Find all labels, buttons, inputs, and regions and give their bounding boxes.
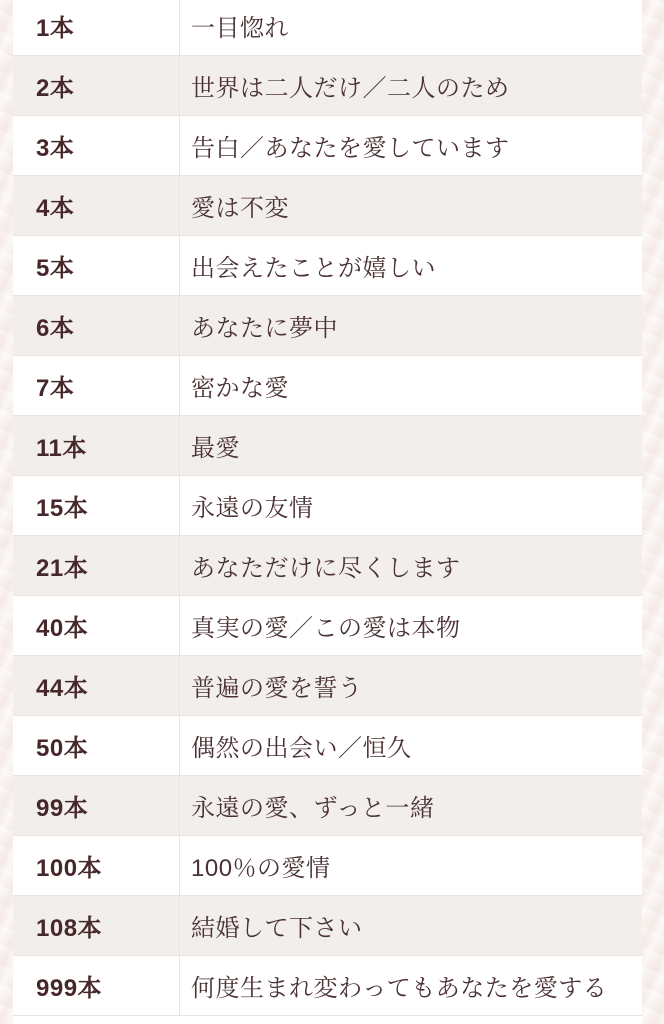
- rose-meaning-cell: あなたに夢中: [191, 315, 338, 342]
- table-row: [13, 896, 642, 956]
- table-row: [13, 536, 642, 596]
- rose-count-cell: 4本: [13, 176, 180, 235]
- rose-meaning-cell: 永遠の愛、ずっと一緒: [191, 795, 435, 822]
- rose-meaning-cell: 何度生まれ変わってもあなたを愛する: [191, 975, 608, 1002]
- rose-count-cell: 44本: [13, 656, 180, 715]
- table-row: [13, 116, 642, 176]
- rose-count-cell: 3本: [13, 116, 180, 175]
- table-row: [13, 716, 642, 776]
- rose-meaning-cell: 真実の愛／この愛は本物: [191, 615, 461, 642]
- rose-meaning-cell: 普遍の愛を誓う: [191, 675, 363, 702]
- rose-count-cell: 100本: [13, 836, 180, 895]
- rose-count-cell: 2本: [13, 56, 180, 115]
- rose-meaning-cell: 偶然の出会い／恒久: [191, 735, 412, 762]
- table-row: [13, 416, 642, 476]
- rose-count-cell: 40本: [13, 596, 180, 655]
- rose-count-cell: 999本: [13, 956, 180, 1015]
- rose-meaning-cell: 永遠の友情: [191, 495, 314, 522]
- rose-meaning-cell: 出会えたことが嬉しい: [191, 255, 436, 282]
- rose-meaning-cell: 100％の愛情: [191, 855, 331, 882]
- table-row: [13, 176, 642, 236]
- rose-count-cell: 1本: [13, 0, 180, 55]
- rose-meaning-cell: あなただけに尽くします: [191, 555, 461, 582]
- table-row: [13, 656, 642, 716]
- table-row: [13, 836, 642, 896]
- rose-count-cell: 50本: [13, 716, 180, 775]
- rose-count-cell: 7本: [13, 356, 180, 415]
- table-row: [13, 56, 642, 116]
- table-row: [13, 956, 642, 1016]
- rose-meaning-cell: 告白／あなたを愛しています: [191, 135, 510, 162]
- rose-count-meaning-table: [13, 0, 642, 1024]
- table-row: [13, 476, 642, 536]
- rose-count-cell: 108本: [13, 896, 180, 955]
- rose-meaning-cell: 結婚して下さい: [191, 915, 363, 942]
- rose-meaning-cell: 愛は不変: [191, 195, 289, 222]
- rose-meaning-cell: 密かな愛: [191, 375, 289, 402]
- rose-count-cell: 11本: [13, 416, 180, 475]
- rose-count-cell: 5本: [13, 236, 180, 295]
- table-row: [13, 236, 642, 296]
- rose-count-cell: 99本: [13, 776, 180, 835]
- table-row: [13, 356, 642, 416]
- rose-count-cell: 21本: [13, 536, 180, 595]
- table-row: [13, 596, 642, 656]
- table-row: [13, 0, 642, 56]
- rose-meaning-cell: 一目惚れ: [191, 15, 289, 42]
- table-row: [13, 296, 642, 356]
- table-row: [13, 776, 642, 836]
- rose-meaning-cell: 最愛: [191, 435, 240, 462]
- rose-count-cell: 6本: [13, 296, 180, 355]
- rose-meaning-cell: 世界は二人だけ／二人のため: [191, 75, 510, 102]
- rose-count-cell: 15本: [13, 476, 180, 535]
